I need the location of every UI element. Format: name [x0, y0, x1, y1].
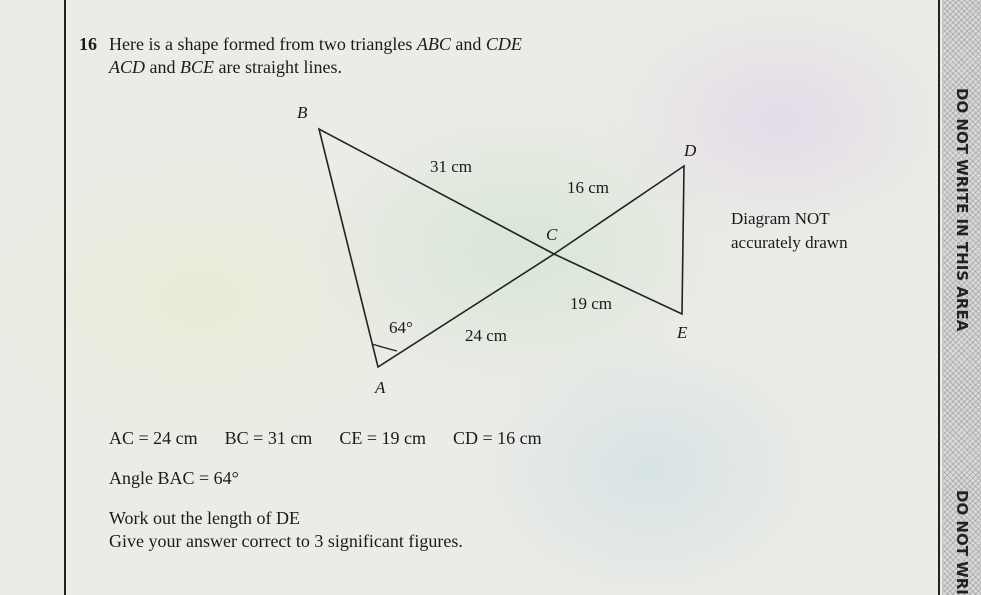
given-lengths: [109, 428, 542, 449]
length-bc-label: 31 cm: [430, 157, 473, 176]
vertex-a-label: A: [375, 378, 386, 397]
side-warning-bottom: DO NOT WRI: [953, 490, 971, 595]
length-ce-label: 19 cm: [570, 294, 613, 313]
vertex-d-label: D: [684, 141, 697, 160]
angle-a-label: 64°: [389, 318, 413, 337]
length-cd-label: 16 cm: [567, 178, 610, 197]
length-ac-label: 24 cm: [465, 326, 508, 345]
task-line1: Work out the length of DE: [109, 508, 301, 528]
given-ac: AC = 24 cm: [109, 428, 198, 448]
given-ce: CE = 19 cm: [339, 428, 426, 448]
question-number: 16: [79, 34, 97, 54]
question-intro-line2: ACD and BCE are straight lines.: [109, 57, 342, 77]
given-cd: CD = 16 cm: [452, 428, 542, 448]
side-margin-strip: [942, 0, 981, 595]
side-warning-top: DO NOT WRITE IN THIS AREA: [953, 88, 971, 332]
vertex-b-label: B: [297, 103, 308, 122]
vertex-c-label: C: [546, 225, 558, 244]
angle-arc-a: [372, 344, 397, 351]
diagram-note: Diagram NOT accurately drawn: [731, 209, 848, 252]
given-bc: BC = 31 cm: [224, 428, 313, 448]
given-angle: Angle BAC = 64°: [109, 468, 239, 488]
question-intro-line1: Here is a shape formed from two triangles ABC and CDE: [109, 34, 522, 54]
task-line2: Give your answer correct to 3 significant figures.: [109, 531, 463, 551]
vertex-e-label: E: [677, 323, 688, 342]
